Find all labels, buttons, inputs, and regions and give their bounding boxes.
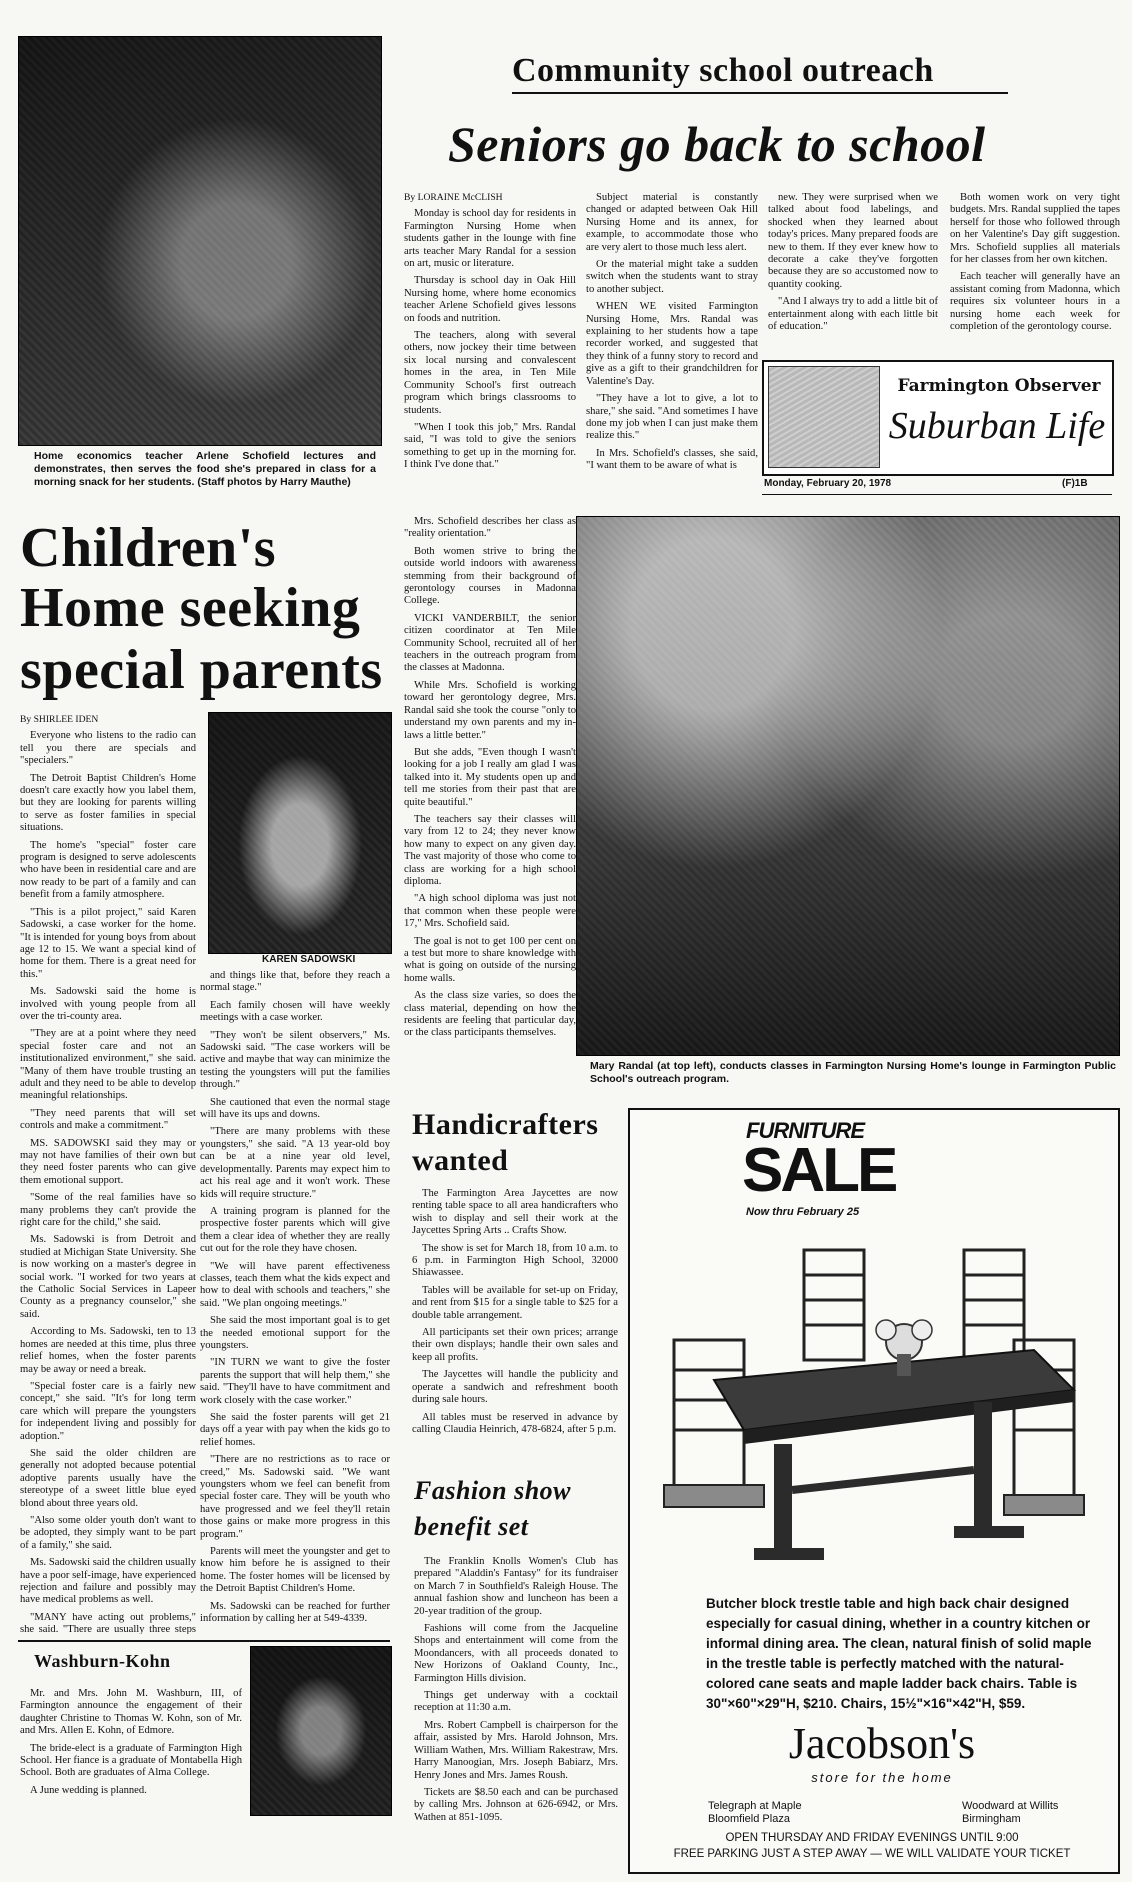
article-paragraph: WHEN WE visited Farmington Nursing Home, Mrs. Randal was explaining to her students how a tape recorder worked, and suggested that they think of a funny story to record and give as a gift to their grandchildren for Valentine's Day.	[586, 301, 758, 387]
article-paragraph: Mrs. Schofield describes her class as "reality orientation."	[404, 516, 576, 540]
article-paragraph: "There are no restrictions as to race or creed," Ms. Sadowski said. "We want youngsters whom we feel can benefit from special foster care. They will be youth who have progressed and we feel they'll retain those gains or make more progress in this program."	[200, 1454, 390, 1540]
fashion-headline-1: Fashion show	[414, 1476, 572, 1505]
article-paragraph: Mrs. Robert Campbell is chairperson for the affair, assisted by Mrs. Harold Johnson, Mrs. William Wathen, Mrs. William Rakestraw, Mrs. Harry Manoogian, Mrs. Joseph Babiarz, Mrs. Henry Jones and Mrs. James Roush.	[414, 1719, 618, 1781]
article-paragraph: and things like that, before they reach a normal stage."	[200, 970, 390, 994]
article-paragraph: "A high school diploma was just not that common when these people were 17," Mrs. Schofield said.	[404, 893, 576, 930]
article-paragraph: Both women work on very tight budgets. Mrs. Randal supplied the tapes herself for those who followed through on her Valentine's Day gift suggestion. Mrs. Schofield supplies all materials for her classes from her own kitchen.	[950, 192, 1120, 266]
article-paragraph: As the class size varies, so does the class material, depending on how the residents are feeling that particular day, or the class participants themselves.	[404, 990, 576, 1039]
seniors-col-2	[586, 192, 758, 504]
childrens-headline-3: special parents	[20, 639, 383, 701]
ad-furniture-label: FURNITURE	[746, 1118, 865, 1143]
article-paragraph: "MANY have acting out problems," she said. "There are usually three steps	[20, 1611, 196, 1634]
article-paragraph: "They are at a point where they need special foster care and not an institutionalized environment," she said. "Many of them have trouble trusting an adult and they need to be able to develop meaningful relationships.	[20, 1028, 196, 1102]
article-paragraph: The Farmington Area Jaycettes are now renting table space to all area handicrafters who wish to display and sell their work at the Jaycettes Spring Arts .. Crafts Show.	[412, 1188, 618, 1237]
article-paragraph: "They need parents that will set controls and make a commitment."	[20, 1107, 196, 1132]
article-paragraph: Tickets are $8.50 each and can be purchased by calling Mrs. Johnson at 626-6942, or Mrs. Wathen at 851-1095.	[414, 1786, 618, 1823]
ad-store-name: Jacobson's	[788, 1719, 976, 1768]
article-paragraph: "When I took this job," Mrs. Randal said, "I was told to give the seniors something to get up in the morning for. I think I've done that."	[404, 421, 576, 471]
washburn-headline: Washburn-Kohn	[34, 1651, 171, 1671]
section-title-rule	[512, 92, 1008, 94]
handicrafters-headline-2: wanted	[412, 1144, 509, 1177]
article-paragraph: She said the most important goal is to get the needed emotional support for the youngsters.	[200, 1315, 390, 1351]
article-paragraph: "There are many problems with these youngsters," she said. "A 13 year-old boy can be at a nine year old level, developmentally. Parents may expect him to act his real age and it won't work. These kids will require structure."	[200, 1126, 390, 1200]
washburn-text	[20, 1688, 242, 1868]
article-paragraph: Ms. Sadowski can be reached for further information by calling her at 549-4339.	[200, 1600, 390, 1625]
article-paragraph: Both women strive to bring the outside world indoors with awareness stemming from their background of gerontology courses in Madonna College.	[404, 545, 576, 607]
seniors-col-5	[404, 516, 576, 1076]
main-headline: Seniors go back to school	[448, 116, 986, 172]
article-paragraph: Ms. Sadowski is from Detroit and studied at Michigan State University. She is now working on a master's degree in social work. "I worked for two years at the Catholic Social Services in Lapeer County as a pregnancy counselor," she said.	[20, 1234, 196, 1320]
article-paragraph: Things get underway with a cocktail reception at 11:30 a.m.	[414, 1690, 618, 1714]
furniture-illustration	[654, 1230, 1094, 1580]
article-paragraph: Thursday is school day in Oak Hill Nursing home, where home economics teacher Arlene Schofield gives lessons on foods and nutrition.	[404, 275, 576, 324]
article-paragraph: All tables must be reserved in advance by calling Claudia Heinrich, 478-6824, after 5 p.m.	[412, 1411, 618, 1435]
article-paragraph: She said the older children are generally not adopted because potential adoptive parents usually have the stereotype of a sweet little blue eyed blond about three years old.	[20, 1447, 196, 1509]
article-paragraph: VICKI VANDERBILT, the senior citizen coordinator at Ten Mile Community School, recruited all of her teachers in the outreach program from the classes at Madonna.	[404, 612, 576, 674]
paper-name: Farmington Observer	[897, 376, 1101, 396]
washburn-top-rule	[18, 1640, 390, 1642]
article-paragraph: According to Ms. Sadowski, ten to 13 homes are needed at this time, plus three relief homes, when the foster parents may be away or need a break.	[20, 1326, 196, 1375]
article-paragraph: The Detroit Baptist Children's Home doesn't care exactly how you label them, but they are looking for parents willing to serve as foster families in special situations.	[20, 772, 196, 834]
article-paragraph: The Franklin Knolls Women's Club has prepared "Aladdin's Fantasy" for its fundraiser on March 7 in Southfield's Raleigh House. The annual fashion show and luncheon has been a 20-year tradition of the group.	[414, 1556, 618, 1617]
article-paragraph: "Some of the real families have so many problems they can't provide the right care for the child," she said.	[20, 1192, 196, 1229]
handicrafters-headline-1: Handicrafters	[412, 1108, 599, 1141]
article-paragraph: "Special foster care is a fairly new concept," she said. "It's for long term care which will prepare the youngsters for independent living and possibly for adoption."	[20, 1380, 196, 1442]
childrens-col-2	[200, 970, 390, 1634]
article-paragraph: The teachers say their classes will vary from 12 to 24; they never know how many to expect on any given day. The vast majority of those who come to class are working for a high school diploma.	[404, 813, 576, 887]
ad-hours: OPEN THURSDAY AND FRIDAY EVENINGS UNTIL 9:00	[725, 1832, 1019, 1844]
article-paragraph: Ms. Sadowski said the home is involved with young people from all over the tri-county area.	[20, 986, 196, 1022]
ad-description: Butcher block trestle table and high back chair designed especially for casual dining, whether in a country kitchen or informal dining area. The clean, natural finish of solid maple in the trestle table is perfectly matched with the natural-colored cane seats and maple ladder back chairs. Table is 30"×60"×29"H, $210. Chairs, 15½"×16"×42"H, $59.	[706, 1596, 1092, 1711]
top-photo-caption: Home economics teacher Arlene Schofield lectures and demonstrates, then serves the food she's prepared in class for a morning snack for her students. (Staff photos by Harry Mauthe)	[34, 450, 376, 488]
article-paragraph: All participants set their own prices; arrange their own displays; handle their own sales and keep all profits.	[412, 1327, 618, 1363]
article-paragraph: new. They were surprised when we talked about food labelings, and shocked when they learned about today's prices. Many prepared foods are new to them. If they ever knew how to decorate a cake they've forgotten because they are so accustomed now to quantity cooking.	[768, 192, 938, 290]
ad-store-tagline: store for the home	[811, 1770, 953, 1785]
seniors-col-1	[404, 192, 576, 502]
fashion-headline-2: benefit set	[414, 1512, 529, 1541]
page-date: Monday, February 20, 1978	[764, 478, 892, 489]
article-paragraph: But she adds, "Even though I wasn't looking for a job I really am glad I was talked into it. My students open up and tell me stories from their past that are quite beautiful."	[404, 746, 576, 808]
section-name: Suburban Life	[888, 405, 1106, 447]
flag-bottom-rule	[762, 494, 1112, 495]
article-paragraph: She said the foster parents will get 21 days off a year with pay when the kids go to relief homes.	[200, 1412, 390, 1448]
article-paragraph: "IN TURN we want to give the foster parents the support that will help them," she said. "They'll have to have commitment and work closely with the case worker."	[200, 1357, 390, 1406]
childrens-headline-2: Home seeking	[20, 577, 361, 639]
childrens-byline: By SHIRLEE IDEN	[20, 714, 99, 725]
article-paragraph: Subject material is constantly changed or adapted between Oak Hill Nursing Home and its annex, for example, to accommodate those who are very alert to those much less alert.	[586, 192, 758, 253]
karen-sadowski-portrait	[208, 712, 392, 954]
article-paragraph: "And I always try to add a little bit of entertainment along with each little bit of education."	[768, 296, 938, 333]
article-paragraph: While Mrs. Schofield is working toward her gerontology degree, Mrs. Randal said she took the course "only to understand my own parents and my in-laws a little better."	[404, 679, 576, 741]
seniors-byline: By LORAINE McCLISH	[404, 192, 503, 203]
article-paragraph: A June wedding is planned.	[30, 1784, 147, 1796]
article-paragraph: Each teacher will generally have an assistant coming from Madonna, which requires six volunteer hours in a nursing home each week for completion of the gerontology course.	[950, 271, 1120, 333]
article-paragraph: "They won't be silent observers," Ms. Sadowski said. "The case workers will be active and maybe that way can minimize the testing the youngsters will put the families through."	[200, 1029, 390, 1091]
handicrafters-text	[412, 1188, 618, 1478]
flag-house-illustration	[768, 366, 880, 468]
article-paragraph: The bride-elect is a graduate of Farmington High School. Her fiance is a graduate of Montabella High School. Both are graduates of Alma College.	[20, 1742, 242, 1779]
article-paragraph: The home's "special" foster care program is designed to serve adolescents who have been in residential care and are now ready to be part of a family and can benefit from a family atmosphere.	[20, 839, 196, 901]
section-flag	[762, 360, 1114, 476]
ad-dates: Now thru February 25	[746, 1206, 860, 1218]
fashion-text	[414, 1556, 618, 1872]
class-photo	[576, 516, 1120, 1056]
article-paragraph: The Jaycettes will handle the publicity and operate a sandwich and refreshment booth during sale hours.	[412, 1369, 618, 1406]
article-paragraph: The teachers, along with several others, now jockey their time between six local nursing and convalescent homes in the area, in Ten Mile Community School's first outreach program which brings classrooms to students.	[404, 330, 576, 416]
article-paragraph: The show is set for March 18, from 10 a.m. to 6 p.m. in Farmington High School, 32000 Shiawassee.	[412, 1242, 618, 1279]
seniors-col-3	[768, 192, 938, 348]
ad-location-2-line-2: Birmingham	[962, 1813, 1021, 1825]
article-paragraph: "We will have parent effectiveness classes, teach them what the kids expect and how to deal with schools and teachers," she said. "We plan ongoing meetings."	[200, 1260, 390, 1309]
article-paragraph: MS. SADOWSKI said they may or may not have families of their own but they need foster parents who can give them emotional support.	[20, 1137, 196, 1186]
top-left-photo	[18, 36, 382, 446]
washburn-portrait	[250, 1646, 392, 1816]
article-paragraph: Monday is school day for residents in Farmington Nursing Home when students gather in the lounge with fine arts teacher Mary Randal for a session on art, music or literature.	[404, 208, 576, 270]
seniors-col-4	[950, 192, 1120, 348]
article-paragraph: Everyone who listens to the radio can tell you there are specials and "specialers."	[20, 730, 196, 767]
article-paragraph: Tables will be available for set-up on Friday, and rent from $15 for a single table to $25 for a double table arrangement.	[412, 1284, 618, 1321]
article-paragraph: Fashions will come from the Jacqueline Shops and entertainment will come from the Moondancers, with all proceeds donated to New Horizons of Oakland County, Inc., Farmington Hills division.	[414, 1623, 618, 1684]
childrens-headline-1: Children's	[20, 517, 277, 579]
article-paragraph: "Also some older youth don't want to be adopted, they simply want to be part of a family," she said.	[20, 1514, 196, 1551]
ad-location-1-line-2: Bloomfield Plaza	[708, 1813, 790, 1825]
article-paragraph: Ms. Sadowski said the children usually have a poor self-image, have experienced rejection and failure and possibly may have medical problems as well.	[20, 1557, 196, 1606]
article-paragraph: "They have a lot to give, a lot to share," she said. "And sometimes I have done my job when I can just make them realize this."	[586, 393, 758, 442]
article-paragraph: "This is a pilot project," said Karen Sadowski, a case worker for the home. "It is intended for young boys from about age 12 to 15. We want a special kind of home for them. There is a great need for this."	[20, 906, 196, 980]
article-paragraph: Or the material might take a sudden switch when the students want to stray to another subject.	[586, 259, 758, 295]
page-code: (F)1B	[1062, 478, 1088, 489]
article-paragraph: Parents will meet the youngster and get to know him before he is assigned to their home. The foster homes will be licensed by the Detroit Baptist Children's Home.	[200, 1546, 390, 1595]
childrens-col-1	[20, 714, 196, 1634]
class-photo-caption: Mary Randal (at top left), conducts classes in Farmington Nursing Home's lounge in Farmington Public School's outreach program.	[590, 1060, 1116, 1085]
section-title: Community school outreach	[512, 52, 934, 89]
article-paragraph: A training program is planned for the prospective foster parents which will give them a clear idea of whether they are really cut out for the role they have chosen.	[200, 1205, 390, 1255]
article-paragraph: Mr. and Mrs. John M. Washburn, III, of Farmington announce the engagement of their daughter Christine to Thomas W. Kohn, son of Mr. and Mrs. Allen E. Kohn, of Edmore.	[20, 1688, 242, 1737]
ad-location-2-line-1: Woodward at Willits	[962, 1800, 1059, 1812]
article-paragraph: In Mrs. Schofield's classes, she said, "I want them to be aware of what is	[586, 447, 758, 472]
article-paragraph: Each family chosen will have weekly meetings with a case worker.	[200, 999, 390, 1024]
furniture-sale-ad	[628, 1108, 1120, 1874]
article-paragraph: She cautioned that even the normal stage will have its ups and downs.	[200, 1096, 390, 1121]
article-paragraph: The goal is not to get 100 per cent on a test but more to share knowledge with what is going on outside of the nursing home walls.	[404, 935, 576, 984]
ad-parking: FREE PARKING JUST A STEP AWAY — WE WILL VALIDATE YOUR TICKET	[673, 1848, 1071, 1860]
portrait-caption: KAREN SADOWSKI	[262, 954, 356, 965]
ad-location-1-line-1: Telegraph at Maple	[708, 1800, 802, 1812]
ad-sale-label: SALE	[742, 1136, 896, 1205]
